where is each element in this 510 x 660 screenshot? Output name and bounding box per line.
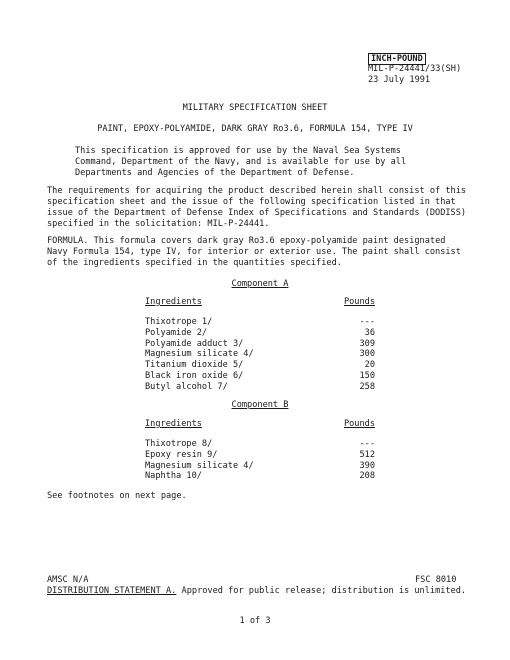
amsc-label: AMSC N/A: [47, 575, 89, 585]
inch-pound-badge: INCH-POUND: [368, 53, 426, 65]
table-row: [145, 439, 375, 450]
ingredient-name: Polyamide adduct 3/: [145, 338, 244, 349]
ingredient-name: Magnesium silicate 4/: [145, 349, 254, 360]
table-row: [145, 461, 375, 472]
distribution-text: Approved for public release; distribution is unlimited.: [181, 586, 467, 596]
page-number: 1 of 3: [239, 616, 271, 626]
approval-paragraph: This specification is approved for use by the Naval Sea Systems Command, Department of the Navy, and is available for use by all Departments and Agencies of the Department of Defense.: [75, 146, 407, 178]
table-row: [145, 349, 375, 360]
table-row: [145, 328, 375, 339]
ingredient-name: Epoxy resin 9/: [145, 449, 218, 460]
fsc-code: FSC 8010: [415, 575, 457, 585]
ingredient-pounds: 512: [359, 449, 375, 460]
distribution-label: DISTRIBUTION STATEMENT A.: [47, 586, 177, 596]
component-a-title: Component A: [231, 279, 289, 289]
table-row: [145, 339, 375, 350]
ingredient-pounds: 208: [359, 471, 375, 482]
ingredient-name: Butyl alcohol 7/: [145, 381, 228, 392]
component-a-table: [145, 297, 375, 393]
ingredient-pounds: 150: [359, 370, 375, 381]
ingredient-name: Naphtha 10/: [145, 471, 202, 482]
ingredient-name: Magnesium silicate 4/: [145, 460, 254, 471]
table-row: [145, 371, 375, 382]
document-date: 23 July 1991: [368, 75, 431, 85]
subject-title: PAINT, EPOXY-POLYAMIDE, DARK GRAY Ro3.6, FORMULA 154, TYPE IV: [97, 124, 413, 134]
component-a-col-pounds: Pounds: [343, 297, 375, 307]
component-b-title: Component B: [231, 400, 289, 410]
requirements-paragraph: The requirements for acquiring the product described herein shall consist of this specification sheet and the issue of the following specification listed in that issue of the Department of Defense Index of Specifications and Standards (DODISS) specified in the solicitation: MIL-P-24441.: [47, 186, 467, 229]
document-number: MIL-P-24441/33(SH): [368, 64, 462, 74]
ingredient-name: Thixotrope 1/: [145, 317, 213, 327]
ingredient-pounds: 390: [359, 460, 375, 471]
sheet-title: MILITARY SPECIFICATION SHEET: [182, 103, 328, 113]
ingredient-name: Black iron oxide 6/: [145, 370, 244, 381]
component-b-col-pounds: Pounds: [343, 419, 375, 429]
table-row: [145, 450, 375, 461]
ingredient-pounds: 258: [359, 381, 375, 392]
component-a-col-ingredients: Ingredients: [145, 297, 202, 307]
footnote-reference: See footnotes on next page.: [47, 491, 187, 501]
formula-text: This formula covers dark gray Ro3.6 epoxy-polyamide paint designated Navy Formula 154, type IV, for interior or exterior use. The paint shall consist of the ingredients specified in the quantities specified.: [47, 236, 461, 268]
ingredient-pounds: 300: [359, 349, 375, 360]
table-row: [145, 382, 375, 393]
ingredient-name: Thixotrope 8/: [145, 439, 213, 449]
formula-paragraph: [47, 236, 467, 269]
formula-label: FORMULA.: [47, 236, 89, 246]
table-row: [145, 471, 375, 482]
component-b-col-ingredients: Ingredients: [145, 419, 202, 429]
ingredient-pounds: ---: [359, 439, 375, 449]
ingredient-pounds: 20: [364, 360, 375, 371]
ingredient-pounds: ---: [359, 317, 375, 327]
distribution-statement: [47, 586, 466, 597]
component-b-table: [145, 419, 375, 482]
ingredient-pounds: 36: [364, 327, 375, 338]
ingredient-name: Polyamide 2/: [145, 327, 208, 338]
ingredient-name: Titanium dioxide 5/: [145, 360, 244, 371]
ingredient-pounds: 309: [359, 338, 375, 349]
table-row: [145, 317, 375, 328]
table-row: [145, 360, 375, 371]
